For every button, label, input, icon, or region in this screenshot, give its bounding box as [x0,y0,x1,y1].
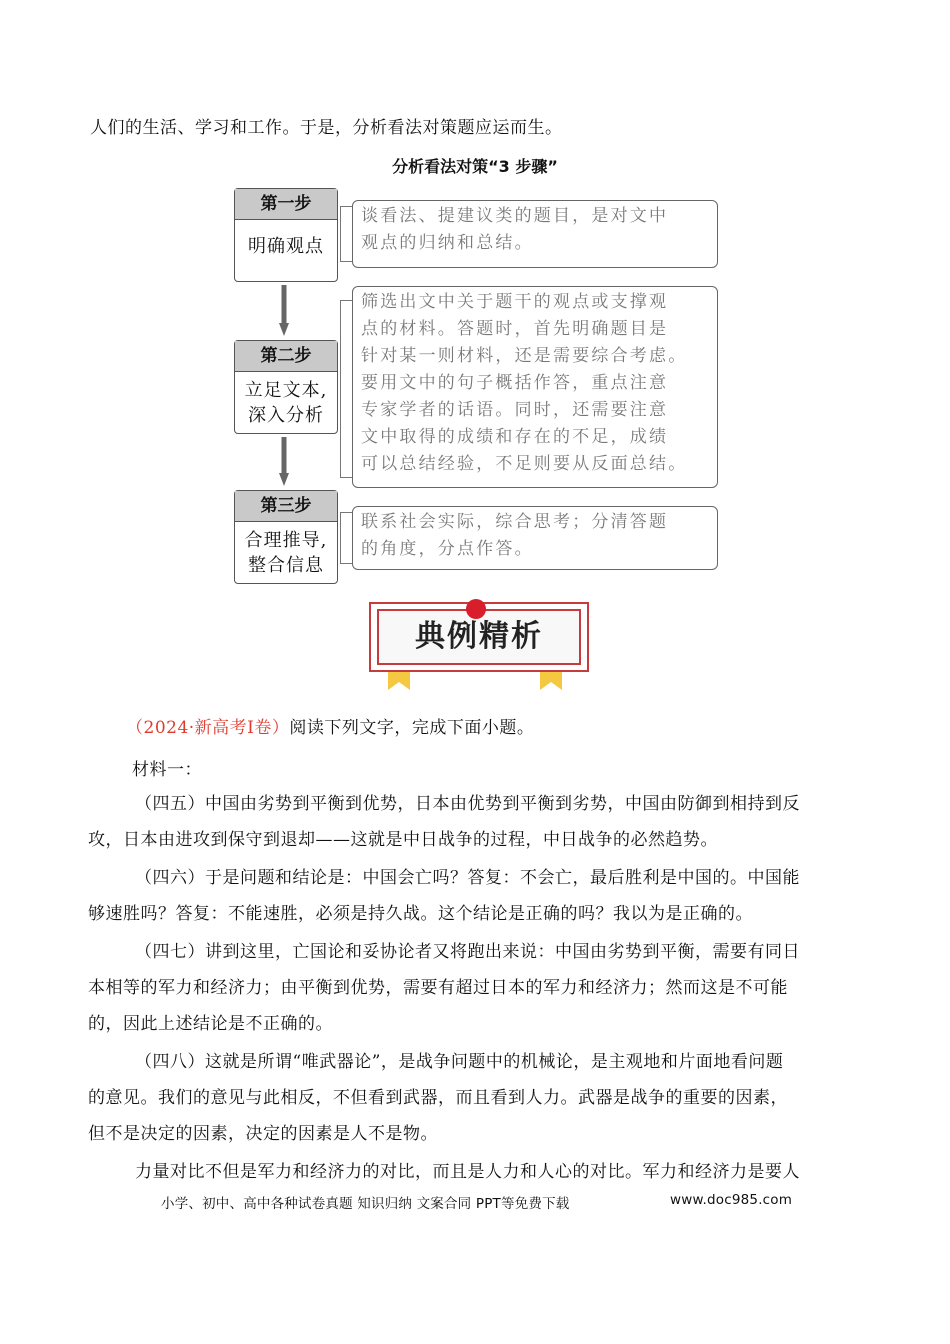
step-box-3 [234,490,338,584]
desc-line: 的角度，分点作答。 [361,539,534,559]
step-label-3: 第三步 [235,491,337,522]
step-label-2: 第二步 [235,341,337,372]
paragraph-line: 的意见。我们的意见与此相反，不但看到武器，而且看到人力。武器是战争的重要的因素， [88,1088,788,1108]
material-label: 材料一： [132,760,202,780]
paragraph-line: 的，因此上述结论是不正确的。 [88,1014,333,1034]
desc-line: 文中取得的成绩和存在的不足，成绩 [361,427,669,447]
paragraph-line: （四五）中国由劣势到平衡到优势，日本由优势到平衡到劣势，中国由防御到相持到反 [135,794,800,814]
step-desc-3 [352,506,718,570]
desc-line: 观点的归纳和总结。 [361,233,534,253]
step-desc-1 [352,200,718,268]
desc-line: 筛选出文中关于题干的观点或支撑观 [361,292,669,312]
question-source [126,718,534,738]
step-body-line: 合理推导, [244,530,328,551]
desc-line: 针对某一则材料，还是需要综合考虑。 [361,346,688,366]
banner-title: 典例精析 [415,619,543,654]
footer-site[interactable]: www.doc985.com [670,1192,793,1208]
desc-line: 联系社会实际，综合思考；分清答题 [361,512,669,532]
paragraph-line: 够速胜吗？答复：不能速胜，必须是持久战。这个结论是正确的吗？我以为是正确的。 [88,904,753,924]
down-arrow-2 [279,437,289,487]
paragraph-line: （四八）这就是所谓“唯武器论”，是战争问题中的机械论，是主观地和片面地看问题 [135,1052,784,1072]
seal-icon [466,599,486,619]
paragraph-line: （四六）于是问题和结论是：中国会亡吗？答复：不会亡，最后胜利是中国的。中国能 [135,868,800,888]
desc-line: 可以总结经验，不足则要从反面总结。 [361,454,688,474]
paragraph-line: （四七）讲到这里，亡国论和妥协论者又将跑出来说：中国由劣势到平衡，需要有同日 [135,942,800,962]
source-instruction: 阅读下列文字，完成下面小题。 [289,718,535,738]
paragraph-line: 力量对比不但是军力和经济力的对比，而且是人力和人心的对比。军力和经济力是要人 [135,1162,800,1182]
step-body-1 [235,220,337,259]
step-box-1 [234,188,338,282]
step-body-line: 深入分析 [248,405,324,426]
down-arrow-1 [279,285,289,337]
step-body-line: 整合信息 [248,555,324,576]
diagram-title: 分析看法对策“3 步骤” [392,157,558,176]
desc-line: 点的材料。答题时，首先明确题目是 [361,319,669,339]
step-body-3 [235,522,337,578]
step-body-2 [235,372,337,428]
step-desc-2 [352,286,718,488]
desc-line: 专家学者的话语。同时，还需要注意 [361,400,669,420]
step-label-1: 第一步 [235,189,337,220]
step-body-line: 立足文本, [244,380,328,401]
footer-text: 小学、初中、高中各种试卷真题 知识归纳 文案合同 PPT等免费下载 [161,1196,570,1212]
source-tag: （2024·新高考Ⅰ卷） [126,718,290,738]
desc-line: 要用文中的句子概括作答，重点注意 [361,373,669,393]
paragraph-line: 攻，日本由进攻到保守到退却——这就是中日战争的过程，中日战争的必然趋势。 [88,830,718,850]
paragraph-line: 但不是决定的因素，决定的因素是人不是物。 [88,1124,438,1144]
desc-line: 谈看法、提建议类的题目，是对文中 [361,206,669,226]
step-body-line: 明确观点 [248,236,324,257]
intro-text: 人们的生活、学习和工作。于是，分析看法对策题应运而生。 [90,118,563,138]
paragraph-line: 本相等的军力和经济力；由平衡到优势，需要有超过日本的军力和经济力；然而这是不可能 [88,978,788,998]
step-box-2 [234,340,338,434]
